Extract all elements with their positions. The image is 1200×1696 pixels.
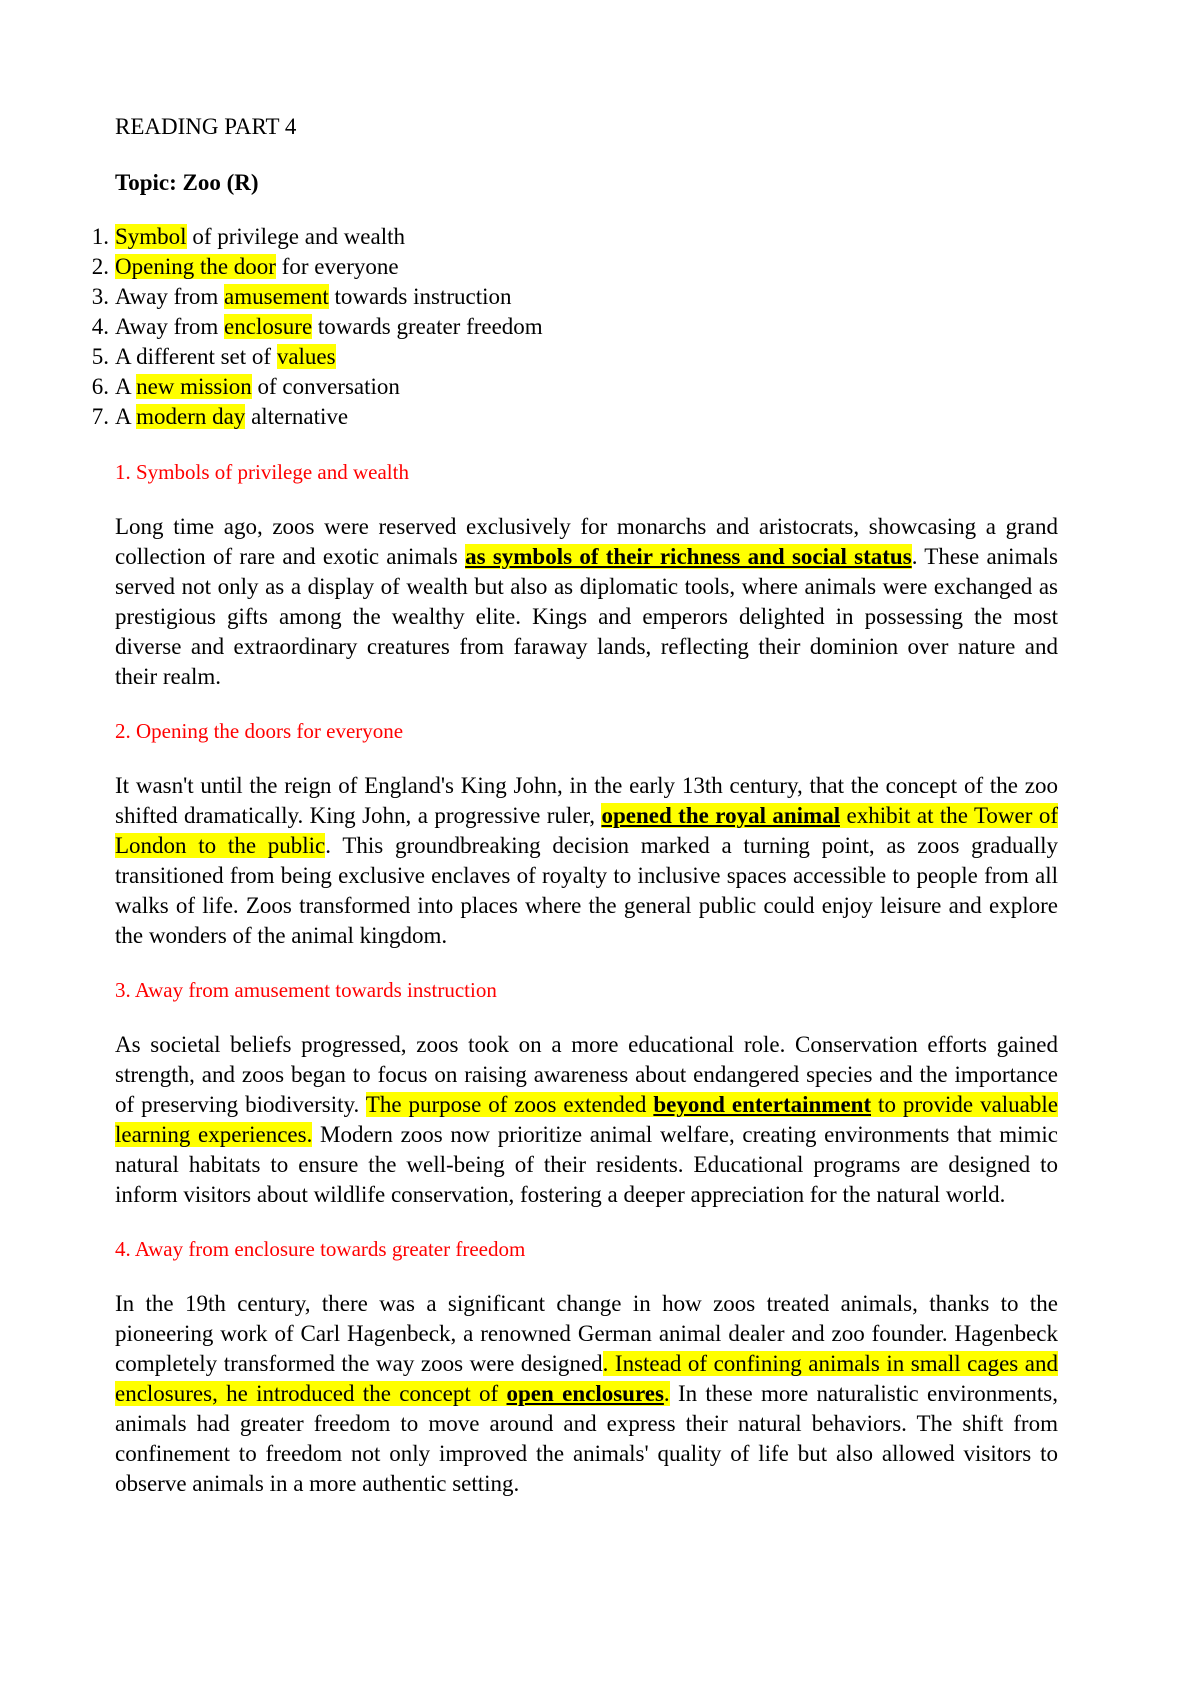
list-number: 2. (91, 254, 109, 279)
highlighted-keyword: new mission (136, 374, 252, 399)
section-paragraph-2: It wasn't until the reign of England's King John, in the early 13th century, that the concept of the zoo shifted dramatically. King John, a progressive ruler, opened the royal animal exhibit at the Tower of London to the public. This groundbreaking decision marked a turning point, as zoos gradually transitioned from being exclusive enclaves of royalty to inclusive spaces accessible to people from all walks of life. Zoos transformed into places where the general public could enjoy leisure and explore the wonders of the animal kingdom. (115, 773, 1058, 948)
outline-item: 5. A different set of values (115, 342, 1058, 372)
highlighted-phrase: exhibit at the Tower of London to the public (115, 803, 1058, 858)
highlighted-phrase: The purpose of zoos extended (365, 1092, 654, 1117)
section-heading-2: 2. Opening the doors for everyone (115, 719, 404, 743)
highlighted-keyword: values (276, 344, 336, 369)
highlighted-phrase: to provide valuable learning experiences. (115, 1092, 1058, 1147)
highlighted-keyword: modern day (136, 404, 246, 429)
list-number: 6. (91, 374, 109, 399)
highlighted-keyword: enclosure (224, 314, 313, 339)
list-number: 1. (91, 224, 109, 249)
section-paragraph-4: In the 19th century, there was a significant change in how zoos treated animals, thanks to the pioneering work of Carl Hagenbeck, a renowned German animal dealer and zoo founder. Hagenbeck completely transformed the way zoos were designed. Instead of confining animals in small cages and enclosures, he introduced the concept of open enclosures. In these more naturalistic environments, animals had greater freedom to move around and express their natural behaviors. The shift from confinement to freedom not only improved the animals' quality of life but also allowed visitors to observe animals in a more authentic setting. (115, 1291, 1058, 1496)
section-heading-3: 3. Away from amusement towards instruction (115, 978, 497, 1002)
outline-item: 7. A modern day alternative (115, 402, 1058, 432)
outline-item: 2. Opening the door for everyone (115, 252, 1058, 282)
outline-item: 6. A new mission of conversation (115, 372, 1058, 402)
highlighted-keyword: Symbol (115, 224, 187, 249)
outline-list (91, 222, 1058, 432)
list-number: 7. (91, 404, 109, 429)
outline-item: 3. Away from amusement towards instruction (115, 282, 1058, 312)
outline-item: 4. Away from enclosure towards greater freedom (115, 312, 1058, 342)
highlighted-underlined-phrase: open enclosures (506, 1381, 664, 1406)
highlighted-phrase: . (663, 1381, 670, 1406)
highlighted-underlined-phrase: opened the royal animal (601, 803, 841, 828)
section-heading-4: 4. Away from enclosure towards greater freedom (115, 1237, 526, 1261)
section-heading-1: 1. Symbols of privilege and wealth (115, 460, 409, 484)
topic-heading: Topic: Zoo (R) (115, 170, 259, 195)
highlighted-underlined-phrase: beyond entertainment (653, 1092, 872, 1117)
section-paragraph-1: Long time ago, zoos were reserved exclusively for monarchs and aristocrats, showcasing a grand collection of rare and exotic animals as symbols of their richness and social status. These animals served not only as a display of wealth but also as diplomatic tools, where animals were exchanged as prestigious gifts among the wealthy elite. Kings and emperors delighted in possessing the most diverse and extraordinary creatures from faraway lands, reflecting their dominion over nature and their realm. (115, 514, 1059, 689)
list-number: 4. (91, 314, 109, 339)
list-number: 5. (91, 344, 109, 369)
document-title: READING PART 4 (115, 114, 297, 139)
outline-item: 1. Symbol of privilege and wealth (115, 222, 1058, 252)
highlighted-phrase: . Instead of confining animals in small cages and enclosures, he introduced the concept of (115, 1351, 1058, 1406)
section-paragraph-3: As societal beliefs progressed, zoos took on a more educational role. Conservation efforts gained strength, and zoos began to focus on raising awareness about endangered species and the importance of preserving biodiversity. The purpose of zoos extended beyond entertainment to provide valuable learning experiences. Modern zoos now prioritize animal welfare, creating environments that mimic natural habitats to ensure the well-being of their residents. Educational programs are designed to inform visitors about wildlife conservation, fostering a deeper appreciation for the natural world. (115, 1032, 1059, 1207)
highlighted-keyword: amusement (224, 284, 329, 309)
highlighted-keyword: Opening the door (115, 254, 276, 279)
list-number: 3. (91, 284, 109, 309)
highlighted-underlined-phrase: as symbols of their richness and social status (465, 544, 912, 569)
